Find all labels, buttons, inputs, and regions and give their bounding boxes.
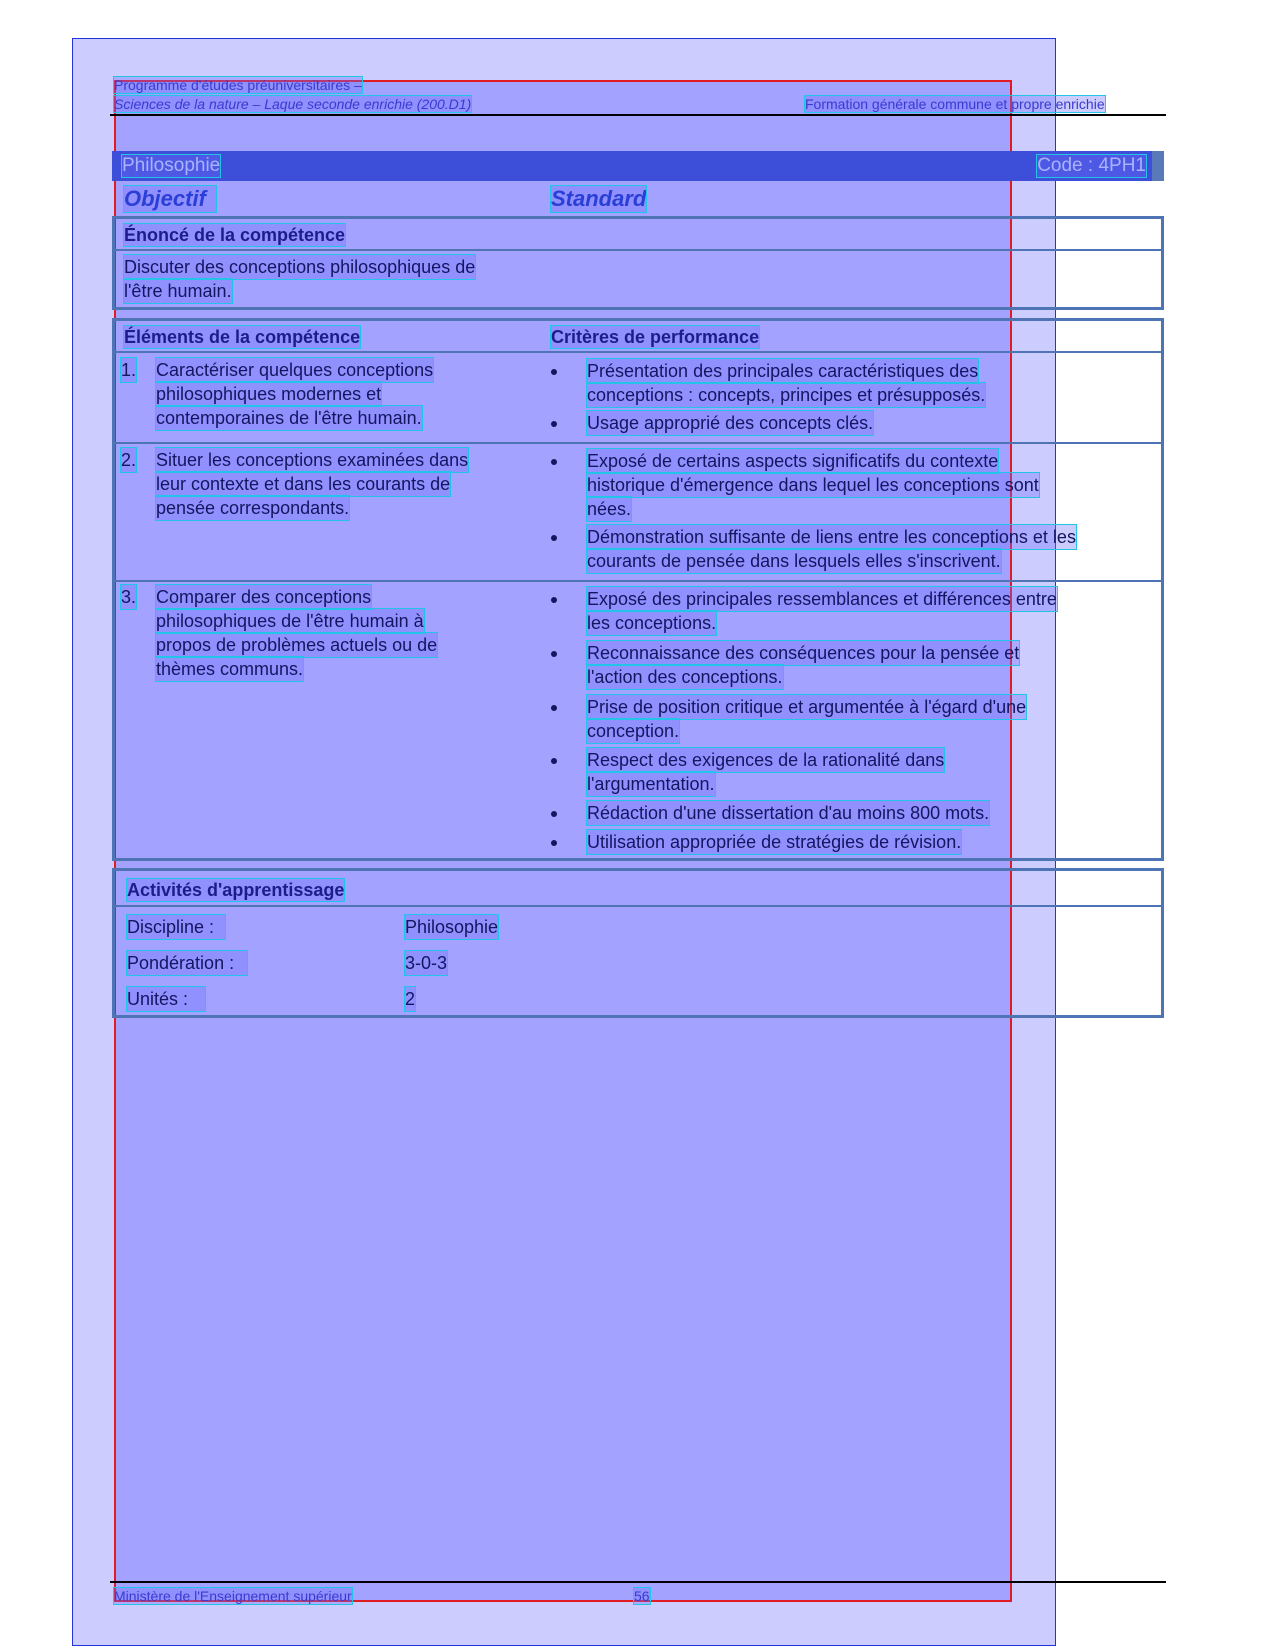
discipline-value: Philosophie	[405, 917, 499, 937]
criterion	[587, 359, 985, 407]
element-number: 2.	[121, 450, 137, 470]
criterion	[587, 801, 989, 825]
text-line: les conceptions.	[587, 613, 717, 633]
text-line: conception.	[587, 721, 680, 741]
element-text	[156, 448, 468, 520]
text-line: contemporaines de l'être humain.	[156, 408, 422, 428]
header-formation: Formation générale commune et propre enrichie	[805, 96, 1105, 112]
bullet-icon	[551, 459, 557, 465]
text-line: thèmes communs.	[156, 659, 304, 679]
criterion	[587, 411, 873, 435]
text-line: courants de pensée dans lesquels elles s'inscrivent.	[587, 551, 1001, 571]
text-line: leur contexte et dans les courants de	[156, 474, 451, 494]
text-line: historique d'émergence dans lequel les conceptions sont	[587, 475, 1039, 495]
text-line: Exposé de certains aspects significatifs du contexte	[587, 451, 999, 471]
bullet-icon	[551, 651, 557, 657]
element-text	[156, 585, 437, 681]
criteria-heading: Critères de performance	[551, 327, 760, 347]
banner-discipline: Philosophie	[122, 155, 221, 176]
text-line: Prise de position critique et argumentée à l'égard d'une	[587, 697, 1027, 717]
criterion	[587, 830, 961, 854]
header-program: Sciences de la nature – Laque seconde enrichie (200.D1)	[114, 96, 472, 112]
objectif-title: Objectif	[124, 186, 216, 212]
header-line1: Programme d'études préuniversitaires –	[114, 77, 362, 93]
text-line: philosophiques modernes et	[156, 384, 382, 404]
header-rule	[110, 114, 1166, 116]
ponderation-value: 3-0-3	[405, 953, 448, 973]
text-line: Exposé des principales ressemblances et différences entre	[587, 589, 1057, 609]
activites-heading: Activités d'apprentissage	[127, 880, 345, 900]
row-divider	[115, 351, 1161, 353]
text-line: Usage approprié des concepts clés.	[587, 413, 874, 433]
bullet-icon	[551, 705, 557, 711]
text-line: Présentation des principales caractéristiques des	[587, 361, 979, 381]
criterion	[587, 525, 1076, 573]
bullet-icon	[551, 369, 557, 375]
text-line: l'être humain.	[124, 281, 232, 301]
text-line: l'argumentation.	[587, 774, 715, 794]
bullet-icon	[551, 535, 557, 541]
discipline-banner	[112, 151, 1164, 181]
bullet-icon	[551, 811, 557, 817]
text-line: Caractériser quelques conceptions	[156, 360, 434, 380]
page-number: 56	[634, 1588, 650, 1604]
criterion	[587, 695, 1026, 743]
elements-table	[112, 318, 1164, 861]
text-line: pensée correspondants.	[156, 498, 350, 518]
text-line: Discuter des conceptions philosophiques de	[124, 257, 476, 277]
text-line: Respect des exigences de la rationalité dans	[587, 750, 945, 770]
enonce-table	[112, 216, 1164, 310]
row-divider	[115, 580, 1161, 582]
bullet-icon	[551, 421, 557, 427]
criterion	[587, 587, 1057, 635]
criterion	[587, 641, 1019, 689]
bullet-icon	[551, 597, 557, 603]
bullet-icon	[551, 758, 557, 764]
ponderation-label: Pondération :	[127, 951, 247, 975]
enonce-text	[124, 255, 475, 303]
banner-code: Code : 4PH1	[1037, 155, 1146, 176]
text-line: Situer les conceptions examinées dans	[156, 450, 469, 470]
text-line: philosophiques de l'être humain à	[156, 611, 424, 631]
standard-title: Standard	[551, 186, 647, 211]
unites-value: 2	[405, 989, 416, 1009]
discipline-label: Discipline :	[127, 915, 225, 939]
activites-table	[112, 868, 1164, 1018]
text-line: Utilisation appropriée de stratégies de révision.	[587, 832, 962, 852]
text-line: Rédaction d'une dissertation d'au moins 800 mots.	[587, 803, 990, 823]
unites-label: Unités :	[127, 987, 205, 1011]
row-divider	[115, 249, 1161, 251]
criterion	[587, 748, 944, 796]
element-number: 1.	[121, 360, 137, 380]
row-divider	[115, 442, 1161, 444]
bullet-icon	[551, 840, 557, 846]
row-divider	[115, 905, 1161, 907]
enonce-heading: Énoncé de la compétence	[124, 225, 346, 245]
footer-rule	[110, 1581, 1166, 1583]
text-line: Démonstration suffisante de liens entre les conceptions et les	[587, 527, 1076, 547]
text-line: nées.	[587, 499, 632, 519]
criterion	[587, 449, 1039, 521]
element-text	[156, 358, 433, 430]
footer-ministere: Ministère de l'Enseignement supérieur	[114, 1588, 352, 1604]
text-line: l'action des conceptions.	[587, 667, 783, 687]
text-line: propos de problèmes actuels ou de	[156, 635, 438, 655]
elements-heading: Éléments de la compétence	[124, 327, 361, 347]
text-line: Reconnaissance des conséquences pour la pensée et	[587, 643, 1020, 663]
text-line: Comparer des conceptions	[156, 587, 372, 607]
element-number: 3.	[121, 587, 137, 607]
text-line: conceptions : concepts, principes et présupposés.	[587, 385, 986, 405]
